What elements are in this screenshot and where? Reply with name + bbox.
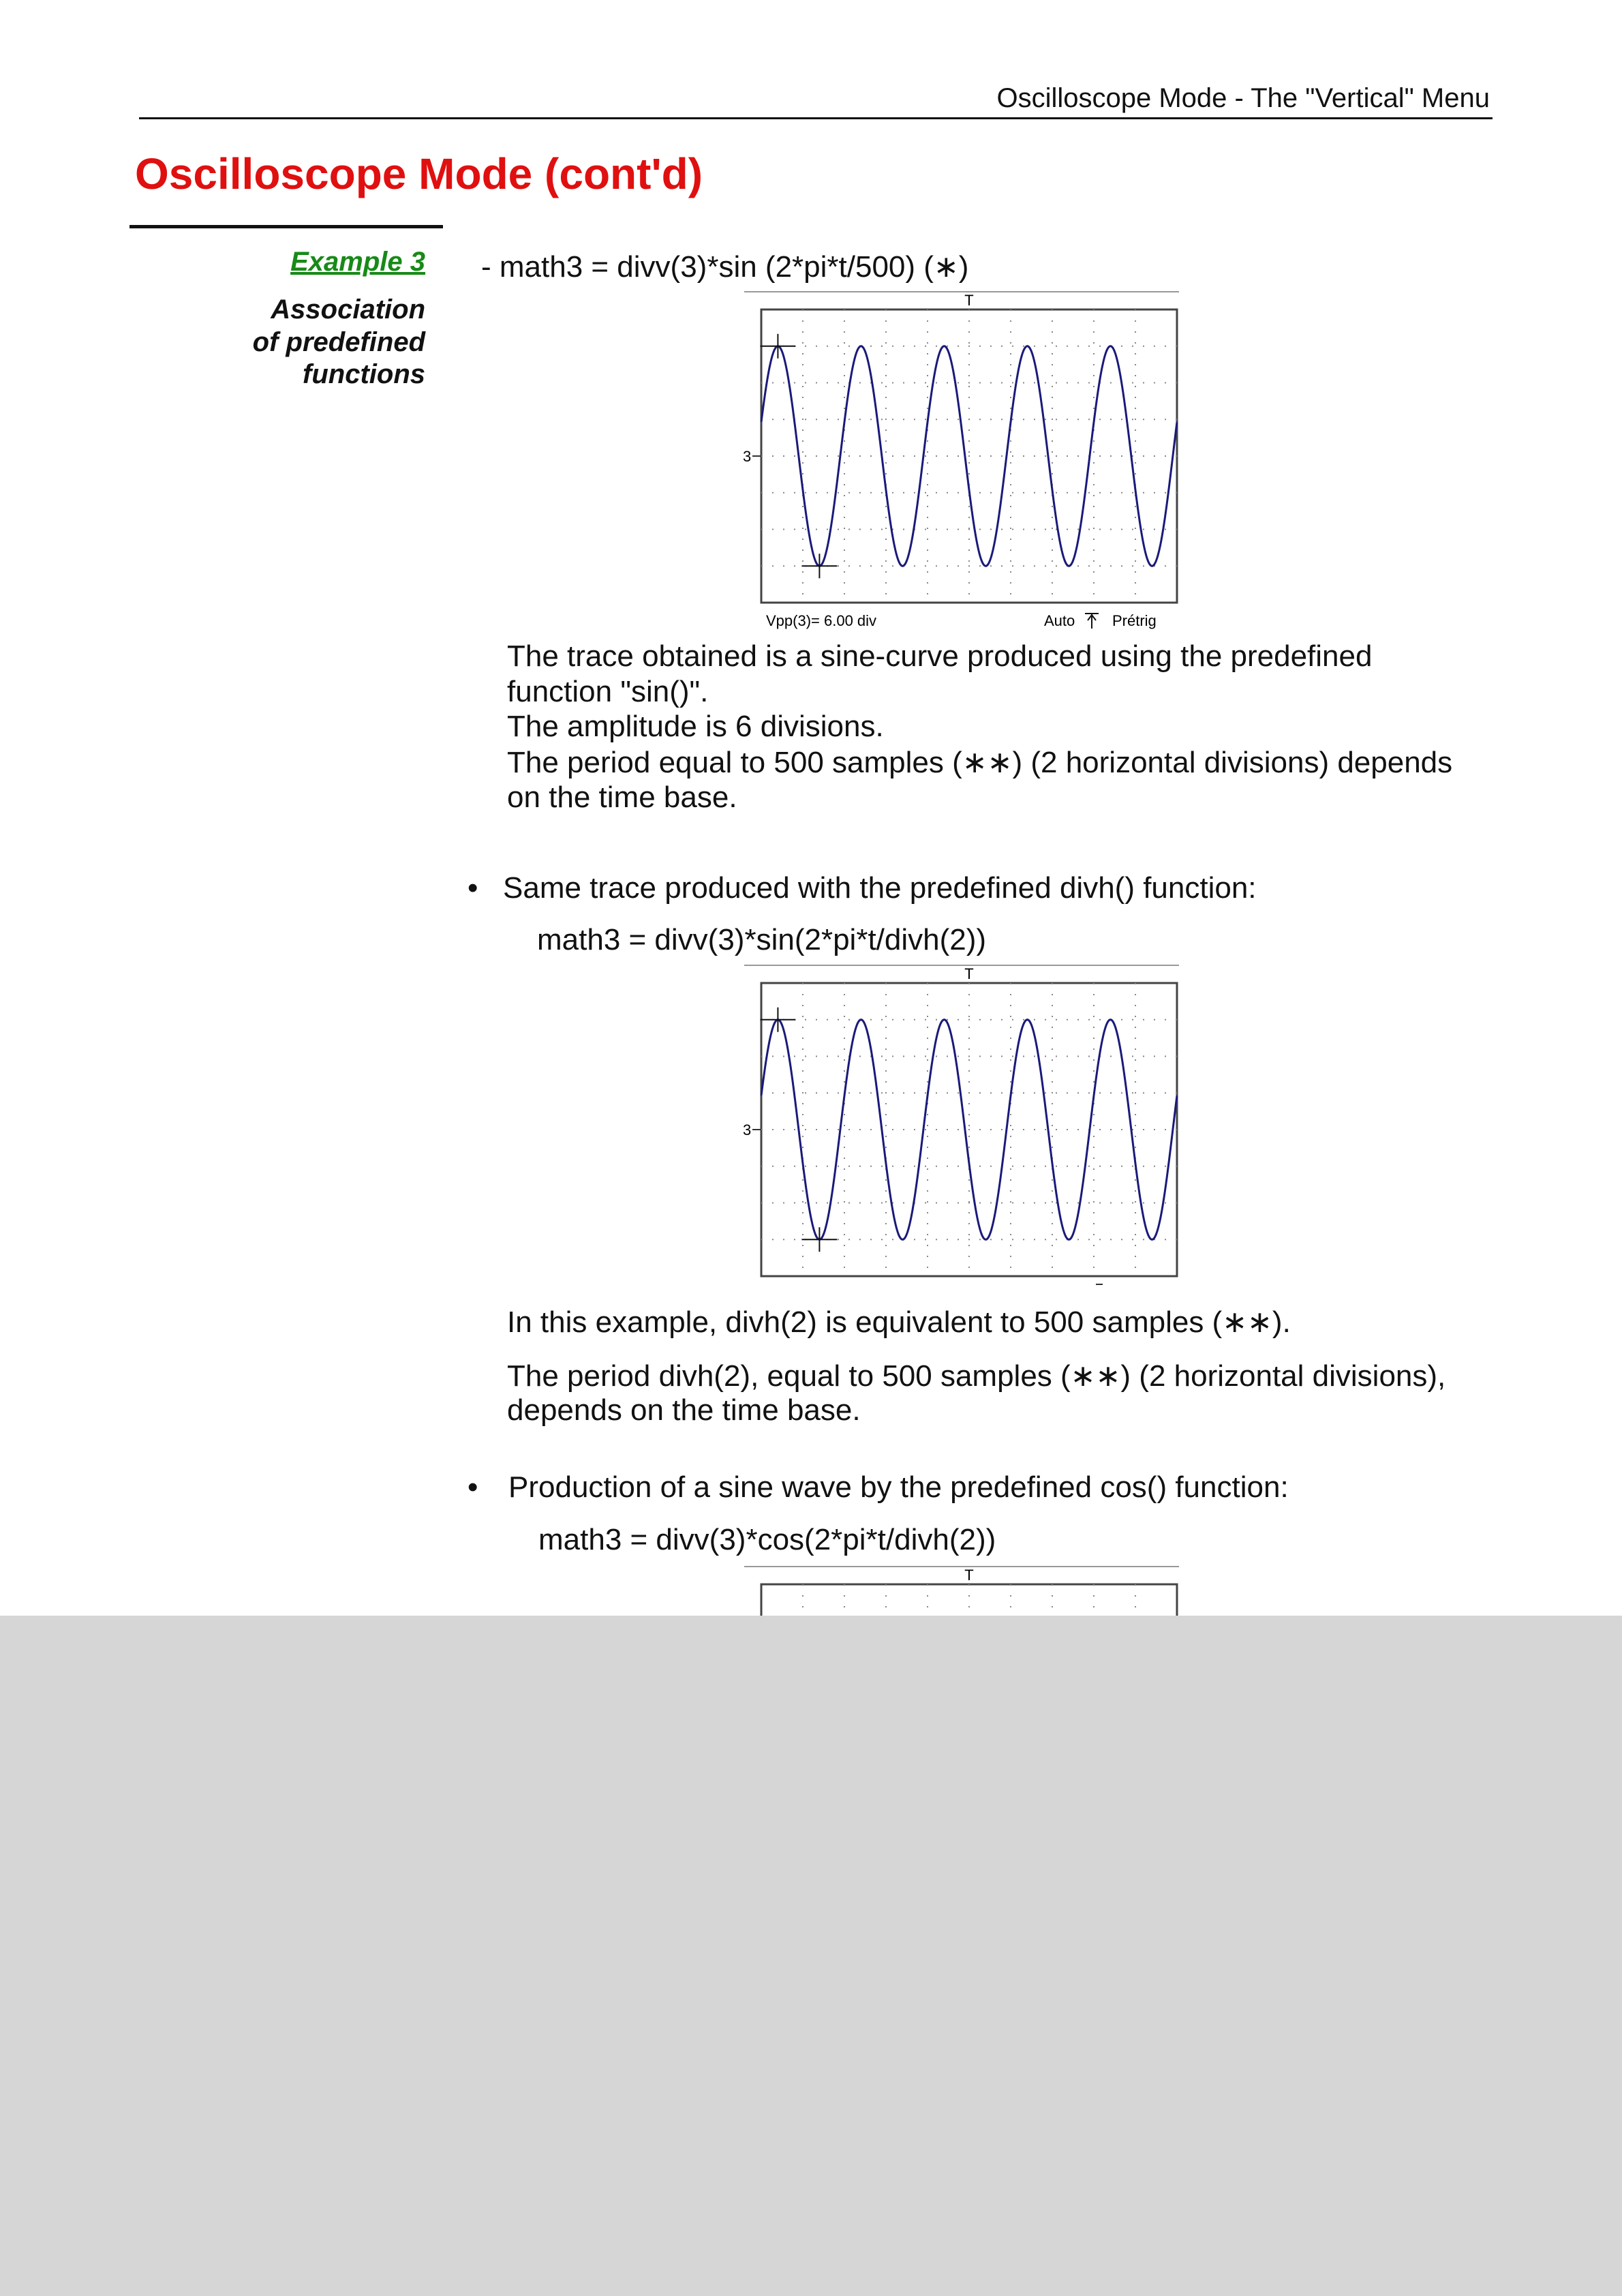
- sidebar-caption-line: Association: [271, 294, 425, 324]
- formula-3: math3 = divv(3)*cos(2*pi*t/divh(2)): [538, 1523, 996, 1556]
- example-label: Example 3: [290, 247, 425, 277]
- title-divider: [129, 225, 443, 228]
- paragraph-line: The period equal to 500 samples (∗∗) (2 horizontal divisions) depends: [507, 746, 1453, 779]
- bullet-text: Production of a sine wave by the predefined cos() function:: [508, 1470, 1289, 1504]
- oscilloscope-screen-1: [740, 289, 1183, 633]
- page-title: Oscilloscope Mode (cont'd): [135, 149, 703, 198]
- bullet-marker: •: [468, 871, 478, 905]
- bullet-text: Same trace produced with the predefined divh() function:: [503, 871, 1257, 905]
- oscilloscope-screen-2: [740, 963, 1183, 1290]
- viewer-background: [0, 1616, 1622, 2296]
- trigger-marker: T: [964, 1567, 974, 1584]
- header-divider: [139, 117, 1493, 119]
- trigger-marker: T: [964, 965, 974, 982]
- paragraph-line: The trace obtained is a sine-curve produced using the predefined: [507, 639, 1373, 673]
- vpp-readout: Vpp(3)= 6.00 div: [766, 612, 877, 629]
- trigger-mode: Auto: [1044, 612, 1075, 629]
- formula-2: math3 = divv(3)*sin(2*pi*t/divh(2)): [537, 923, 987, 956]
- oscilloscope-screen-3: [740, 1564, 1183, 1618]
- channel-marker: 3: [743, 448, 752, 465]
- trigger-marker: T: [964, 292, 974, 309]
- channel-marker: 3: [743, 1121, 752, 1138]
- paragraph-line: In this example, divh(2) is equivalent to 500 samples (∗∗).: [507, 1305, 1291, 1339]
- trigger-edge-icon: [1085, 614, 1099, 629]
- paragraph-line: depends on the time base.: [507, 1393, 861, 1427]
- bullet-marker: •: [468, 1470, 478, 1504]
- sidebar-caption-line: of predefined: [252, 327, 425, 357]
- paragraph-line: The amplitude is 6 divisions.: [507, 710, 884, 743]
- running-header: Oscilloscope Mode - The "Vertical" Menu: [996, 83, 1490, 113]
- paragraph-line: The period divh(2), equal to 500 samples (∗∗) (2 horizontal divisions),: [507, 1359, 1446, 1393]
- sidebar-caption-line: functions: [303, 359, 425, 389]
- paragraph-line: on the time base.: [507, 781, 737, 814]
- scope-frame: [761, 1584, 1177, 1618]
- paragraph-line: function "sin()".: [507, 675, 709, 708]
- pretrig-label: Prétrig: [1112, 612, 1157, 629]
- formula-1: - math3 = divv(3)*sin (2*pi*t/500) (∗): [481, 250, 969, 284]
